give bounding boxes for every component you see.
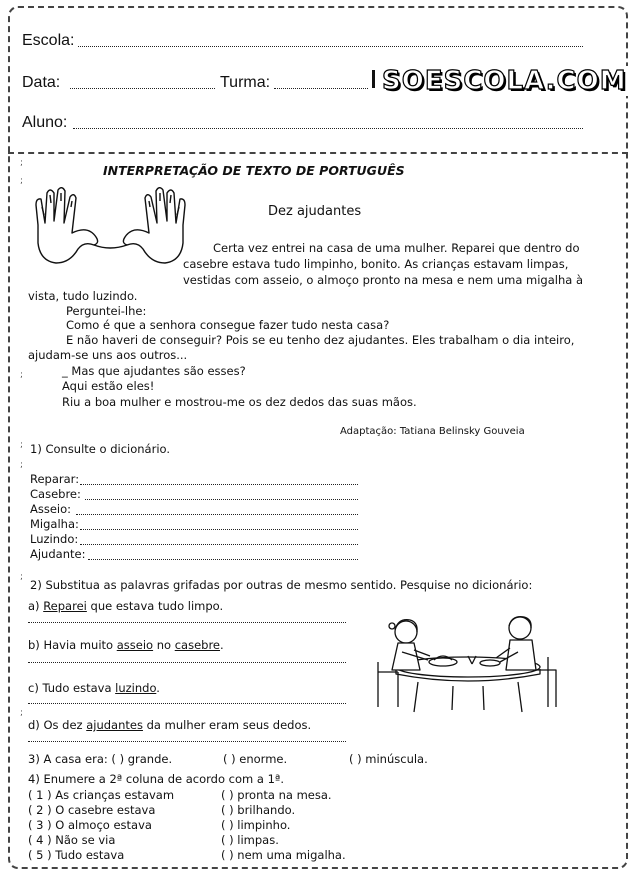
turma-label: Turma: xyxy=(220,74,271,91)
margin-marker: ; xyxy=(20,440,24,450)
q4-right-item[interactable]: ( ) limpas. xyxy=(221,833,279,847)
logo-bar xyxy=(372,70,375,88)
q1-word: Migalha: xyxy=(30,517,79,531)
q4-right-item[interactable]: ( ) brilhando. xyxy=(221,803,296,817)
escola-field[interactable] xyxy=(78,46,583,47)
story-line: Aqui estão eles! xyxy=(62,379,155,393)
story-line: Certa vez entrei na casa de uma mulher. Reparei que dentro do xyxy=(213,241,580,255)
q3-option-enorme[interactable]: ( ) enorme. xyxy=(223,752,288,766)
q2-prompt: 2) Substitua as palavras grifadas por outras de mesmo sentido. Pesquise no dicionário: xyxy=(30,578,533,592)
hands-illustration xyxy=(28,185,193,285)
q3-prompt: 3) A casa era: ( ) grande. xyxy=(28,752,173,766)
site-logo: SOESCOLA.COM xyxy=(378,66,631,96)
q4-left-item: ( 3 ) O almoço estava xyxy=(28,818,152,832)
q1-answer-line[interactable] xyxy=(80,529,358,530)
margin-marker: ; xyxy=(20,158,24,168)
q1-word: Asseio: xyxy=(30,502,72,516)
story-line: Perguntei-lhe: xyxy=(66,304,147,318)
q4-left-item: ( 1 ) As crianças estavam xyxy=(28,788,175,802)
story-line: Como é que a senhora consegue fazer tudo nesta casa? xyxy=(66,318,390,332)
q1-answer-line[interactable] xyxy=(80,544,358,545)
q4-left-item: ( 5 ) Tudo estava xyxy=(28,848,125,862)
story-line: _ Mas que ajudantes são esses? xyxy=(62,364,246,378)
q2d-answer-line[interactable] xyxy=(28,741,346,742)
q4-right-item[interactable]: ( ) nem uma migalha. xyxy=(221,848,346,862)
q2-item-d: d) Os dez ajudantes da mulher eram seus dedos. xyxy=(28,718,312,732)
q1-answer-line[interactable] xyxy=(80,484,358,485)
q1-answer-line[interactable] xyxy=(88,559,358,560)
q1-answer-line[interactable] xyxy=(76,514,358,515)
q3-option-minuscula[interactable]: ( ) minúscula. xyxy=(349,752,428,766)
q1-word: Ajudante: xyxy=(30,547,86,561)
adaptation-credit: Adaptação: Tatiana Belinsky Gouveia xyxy=(340,426,525,437)
margin-marker: ; xyxy=(20,176,24,186)
q1-answer-line[interactable] xyxy=(85,499,358,500)
story-line: casebre estava tudo limpinho, bonito. As crianças estavam limpas, xyxy=(183,257,569,271)
story-line: vestidas com asseio, o almoço pronto na mesa e nem uma migalha à xyxy=(183,273,584,287)
margin-marker: ; xyxy=(20,460,24,470)
q1-word: Casebre: xyxy=(30,487,81,501)
q1-word: Reparar: xyxy=(30,472,80,486)
margin-marker: ; xyxy=(20,572,24,582)
q2-item-a: a) Reparei que estava tudo limpo. xyxy=(28,599,224,613)
q2b-answer-line[interactable] xyxy=(28,662,346,663)
story-line: ajudam-se uns aos outros... xyxy=(28,348,188,362)
story-title: Dez ajudantes xyxy=(268,204,362,219)
q1-word: Luzindo: xyxy=(30,532,79,546)
story-line: E não haveri de conseguir? Pois se eu tenho dez ajudantes. Eles trabalham o dia inteiro, xyxy=(66,333,575,347)
margin-marker: ; xyxy=(20,370,24,380)
worksheet-title: INTERPRETAÇÃO DE TEXTO DE PORTUGUÊS xyxy=(103,163,405,178)
escola-label: Escola: xyxy=(22,32,75,49)
children-table-illustration xyxy=(368,612,568,717)
q4-right-item[interactable]: ( ) pronta na mesa. xyxy=(221,788,332,802)
q1-prompt: 1) Consulte o dicionário. xyxy=(30,442,171,456)
q4-left-item: ( 2 ) O casebre estava xyxy=(28,803,156,817)
q4-prompt: 4) Enumere a 2ª coluna de acordo com a 1ª. xyxy=(28,772,284,786)
data-label: Data: xyxy=(22,74,61,91)
margin-marker: ; xyxy=(20,708,24,718)
q2a-answer-line[interactable] xyxy=(28,622,346,623)
q2-item-c: c) Tudo estava luzindo. xyxy=(28,681,160,695)
story-line: Riu a boa mulher e mostrou-me os dez dedos das suas mãos. xyxy=(62,395,417,409)
q4-left-item: ( 4 ) Não se via xyxy=(28,833,116,847)
q4-right-item[interactable]: ( ) limpinho. xyxy=(221,818,291,832)
aluno-label: Aluno: xyxy=(22,114,68,131)
q2c-answer-line[interactable] xyxy=(28,703,346,704)
story-line: vista, tudo luzindo. xyxy=(28,289,138,303)
turma-field[interactable] xyxy=(274,88,368,89)
aluno-field[interactable] xyxy=(73,128,583,129)
q2-item-b: b) Havia muito asseio no casebre. xyxy=(28,638,224,652)
data-field[interactable] xyxy=(70,88,215,89)
